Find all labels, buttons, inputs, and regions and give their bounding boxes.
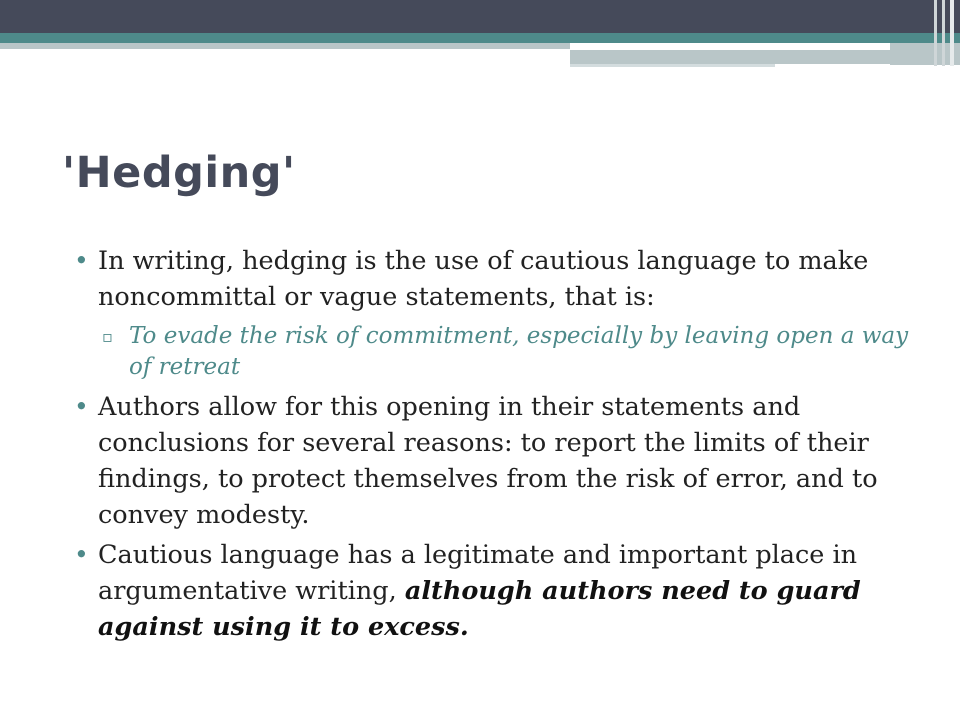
bullet-item — [74, 243, 914, 315]
slide-body — [74, 243, 914, 645]
header-dark-band — [0, 0, 960, 33]
slide-title: 'Hedging' — [62, 148, 296, 198]
bullet-item — [74, 389, 914, 533]
sub-bullet-item — [74, 321, 914, 383]
header-gray-band-lower — [570, 50, 890, 64]
bullet-text: In writing, hedging is the use of cautious language to make noncommittal or vague statements, that is: — [98, 246, 869, 312]
sub-bullet-icon: ▫ — [102, 327, 113, 346]
emphasized-text: although authors need to guard against using it to excess. — [98, 576, 861, 642]
header-vertical-line — [950, 0, 954, 66]
bullet-icon: • — [74, 540, 89, 569]
bullet-text: Cautious language has a legitimate and important place in argumentative writing, — [98, 540, 858, 606]
header-gray-band — [0, 43, 570, 49]
bullet-text: Authors allow for this opening in their statements and conclusions for several reasons: to report the limits of their findings, to protect themselves from the risk of error, and to convey modesty. — [98, 392, 878, 530]
header-vertical-line — [942, 0, 945, 66]
header-teal-band — [0, 33, 960, 43]
header-light-band — [570, 64, 775, 67]
bullet-icon: • — [74, 392, 89, 421]
sub-bullet-text: To evade the risk of commitment, especially by leaving open a way of retreat — [129, 323, 909, 380]
bullet-icon: • — [74, 246, 89, 275]
bullet-item — [74, 537, 914, 645]
header-vertical-line — [934, 0, 937, 66]
